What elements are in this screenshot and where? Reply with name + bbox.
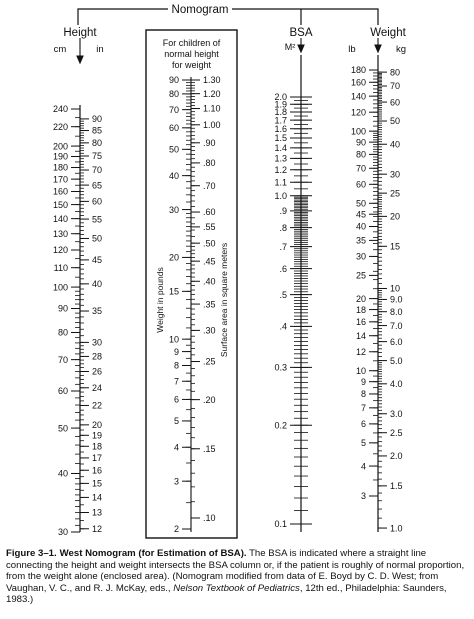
- weight-lb-tick-label: 50: [355, 198, 366, 209]
- height-cm-tick-label: 70: [57, 354, 68, 365]
- bsa-tick-label: 1.3: [274, 153, 287, 164]
- height-cm-tick-label: 190: [52, 151, 68, 162]
- height-in-tick-label: 85: [92, 125, 103, 136]
- height-in-tick-label: 13: [92, 507, 103, 518]
- height-in-tick-label: 50: [92, 233, 103, 244]
- m2-unit: M²: [284, 42, 296, 52]
- bsa-tick-label: .6: [279, 263, 287, 274]
- height-cm-tick-label: 90: [57, 303, 68, 314]
- box-title-line-1: For children of: [162, 38, 221, 48]
- weight-lb-tick-label: 80: [355, 149, 366, 160]
- bsa-label: BSA: [289, 27, 313, 39]
- weight-kg-tick-label: 3.0: [390, 408, 403, 419]
- height-in-tick-label: 20: [92, 420, 103, 431]
- height-in-tick-label: 22: [92, 400, 103, 411]
- height-in-tick-label: 45: [92, 255, 103, 266]
- bsa-tick-label: 1.7: [274, 115, 287, 126]
- box-title-line-2: normal height: [164, 49, 219, 59]
- height-cm-tick-label: 40: [57, 468, 68, 479]
- height-cm-tick-label: 80: [57, 327, 68, 338]
- weight-in-pounds-label: Weight in pounds: [155, 267, 165, 333]
- bsa-tick-label: .7: [279, 241, 287, 252]
- box-area-tick-label: .20: [203, 394, 216, 405]
- height-cm-tick-label: 130: [52, 228, 68, 239]
- bsa-tick-label: 1.1: [274, 177, 287, 188]
- box-area-tick-label: 1.30: [203, 75, 221, 86]
- weight-kg-tick-label: 8.0: [390, 306, 403, 317]
- cm-unit: cm: [53, 44, 67, 55]
- box-weight-tick-label: 50: [168, 144, 179, 155]
- box-area-tick-label: .45: [203, 256, 216, 267]
- caption-body-2: , 12th ed., Philadelphia: Saunders, 1983.): [6, 582, 447, 606]
- header-arrows: [77, 38, 381, 63]
- weight-lb-tick-label: 20: [355, 293, 366, 304]
- weight-kg-tick-label: 70: [390, 81, 401, 92]
- height-in-tick-label: 60: [92, 196, 103, 207]
- weight-lb-tick-label: 30: [355, 251, 366, 262]
- caption-book-title: Nelson Textbook of Pediatrics: [173, 582, 300, 594]
- height-in-tick-label: 18: [92, 441, 103, 452]
- box-area-tick-label: .55: [203, 222, 216, 233]
- box-area-tick-label: 1.10: [203, 103, 221, 114]
- box-weight-tick-label: 15: [168, 286, 179, 297]
- caption-title: West Nomogram (for Estimation of BSA).: [59, 548, 247, 559]
- box-area-tick-label: .90: [203, 137, 216, 148]
- height-in-tick-label: 15: [92, 478, 103, 489]
- bsa-tick-label: 1.6: [274, 124, 287, 135]
- box-weight-tick-label: 70: [168, 104, 179, 115]
- nomogram-label: Nomogram: [171, 4, 229, 16]
- height-in-tick-label: 70: [92, 165, 103, 176]
- height-cm-tick-label: 100: [52, 282, 68, 293]
- height-in-tick-label: 80: [92, 138, 103, 149]
- height-in-tick-label: 24: [92, 382, 103, 393]
- weight-lb-tick-label: 140: [350, 91, 366, 102]
- weight-lb-tick-label: 180: [350, 65, 366, 76]
- weight-kg-tick-label: 80: [390, 67, 401, 78]
- in-unit: in: [96, 44, 104, 55]
- weight-kg-tick-label: 15: [390, 241, 401, 252]
- bsa-tick-label: .8: [279, 222, 287, 233]
- box-weight-tick-label: 20: [168, 252, 179, 263]
- height-in-tick-label: 75: [92, 151, 103, 162]
- weight-kg-tick-label: 1.0: [390, 523, 403, 534]
- weight-lb-tick-label: 70: [355, 163, 366, 174]
- height-cm-tick-label: 150: [52, 199, 68, 210]
- height-in-tick-label: 40: [92, 279, 103, 290]
- height-in-tick-label: 30: [92, 337, 103, 348]
- box-area-tick-label: 1.20: [203, 88, 221, 99]
- box-weight-tick-label: 10: [168, 334, 179, 345]
- bsa-tick-label: .5: [279, 289, 287, 300]
- box-weight-tick-label: 3: [173, 476, 179, 487]
- weight-lb-tick-label: 25: [355, 270, 366, 281]
- weight-lb-tick-label: 120: [350, 107, 366, 118]
- bsa-tick-label: 1.5: [274, 133, 287, 144]
- weight-lb-tick-label: 16: [355, 317, 366, 328]
- box-weight-tick-label: 30: [168, 204, 179, 215]
- box-weight-tick-label: 4: [173, 442, 179, 453]
- bsa-tick-label: 1.8: [274, 107, 287, 118]
- weight-label: Weight: [370, 27, 406, 39]
- box-area-tick-label: .15: [203, 443, 216, 454]
- box-title-line-3: for weight: [171, 60, 212, 70]
- bsa-tick-label: 1.0: [274, 190, 287, 201]
- weight-kg-tick-label: 50: [390, 116, 401, 127]
- weight-lb-tick-label: 3: [360, 491, 366, 502]
- height-in-tick-label: 12: [92, 523, 103, 534]
- bsa-tick-label: .9: [279, 206, 287, 217]
- box-weight-tick-label: 8: [173, 360, 179, 371]
- weight-kg-tick-label: 6.0: [390, 336, 403, 347]
- height-cm-tick-label: 50: [57, 423, 68, 434]
- weight-kg-tick-label: 25: [390, 188, 401, 199]
- surface-area-label: Surface area in square meters: [219, 242, 229, 358]
- height-in-tick-label: 16: [92, 465, 103, 476]
- height-cm-tick-label: 180: [52, 162, 68, 173]
- bsa-tick-label: 1.2: [274, 165, 287, 176]
- weight-kg-tick-label: 2.5: [390, 427, 403, 438]
- height-in-tick-label: 65: [92, 180, 103, 191]
- bsa-tick-label: 2.0: [274, 92, 287, 103]
- weight-lb-tick-label: 18: [355, 304, 366, 315]
- weight-lb-tick-label: 12: [355, 346, 366, 357]
- weight-lb-tick-label: 60: [355, 179, 366, 190]
- weight-lb-tick-label: 5: [360, 438, 366, 449]
- box-weight-tick-label: 60: [168, 123, 179, 134]
- bsa-tick-label: 0.1: [274, 519, 287, 530]
- figure-caption: [6, 548, 468, 606]
- box-weight-tick-label: 40: [168, 170, 179, 181]
- box-weight-tick-label: 6: [173, 394, 179, 405]
- weight-kg-tick-label: 9.0: [390, 294, 403, 305]
- weight-lb-tick-label: 6: [360, 419, 366, 430]
- height-cm-tick-label: 110: [53, 262, 68, 273]
- weight-lb-tick-label: 10: [355, 365, 366, 376]
- box-area-tick-label: .80: [203, 158, 216, 169]
- height-in-tick-label: 55: [92, 214, 103, 225]
- box-area-tick-label: .60: [203, 207, 216, 218]
- box-area-tick-label: .70: [203, 180, 216, 191]
- bsa-tick-label: .4: [279, 321, 287, 332]
- height-cm-tick-label: 30: [57, 527, 68, 538]
- height-cm-tick-label: 170: [52, 174, 68, 185]
- weight-kg-tick-label: 5.0: [390, 355, 403, 366]
- box-weight-tick-label: 9: [173, 346, 179, 357]
- weight-lb-tick-label: 9: [360, 376, 366, 387]
- box-weight-tick-label: 5: [173, 416, 179, 427]
- bsa-tick-label: 1.9: [274, 99, 287, 110]
- box-area-tick-label: .35: [203, 299, 216, 310]
- caption-figure-number: Figure 3–1.: [6, 548, 57, 559]
- weight-lb-tick-label: 40: [355, 221, 366, 232]
- box-area-tick-label: .10: [203, 513, 216, 524]
- weight-kg-tick-label: 2.0: [390, 451, 403, 462]
- weight-kg-tick-label: 30: [390, 169, 401, 180]
- weight-kg-tick-label: 10: [390, 283, 401, 294]
- weight-lb-tick-label: 90: [355, 137, 366, 148]
- box-area-tick-label: 1.00: [203, 120, 221, 131]
- height-cm-tick-label: 160: [52, 186, 68, 197]
- height-in-tick-label: 14: [92, 492, 103, 503]
- lb-unit: lb: [348, 44, 356, 55]
- bsa-tick-label: 0.2: [274, 420, 287, 431]
- height-cm-tick-label: 240: [52, 104, 68, 115]
- height-in-tick-label: 90: [92, 114, 103, 125]
- box-area-tick-label: .25: [203, 356, 216, 367]
- height-label: Height: [63, 27, 97, 39]
- box-weight-tick-label: 7: [173, 376, 179, 387]
- weight-lb-tick-label: 4: [360, 461, 366, 472]
- weight-kg-tick-label: 1.5: [390, 481, 403, 492]
- weight-lb-tick-label: 14: [355, 330, 366, 341]
- height-in-tick-label: 26: [92, 366, 103, 377]
- height-in-tick-label: 17: [92, 453, 103, 464]
- height-in-tick-label: 35: [92, 306, 103, 317]
- weight-kg-tick-label: 40: [390, 139, 401, 150]
- weight-lb-tick-label: 160: [350, 77, 366, 88]
- height-in-tick-label: 28: [92, 351, 103, 362]
- height-cm-tick-label: 220: [52, 121, 68, 132]
- weight-lb-tick-label: 7: [360, 403, 366, 414]
- height-cm-tick-label: 60: [57, 386, 68, 397]
- weight-kg-tick-label: 60: [390, 97, 401, 108]
- weight-kg-tick-label: 7.0: [390, 320, 403, 331]
- height-cm-tick-label: 120: [52, 245, 68, 256]
- height-in-tick-label: 19: [92, 430, 103, 441]
- weight-lb-tick-label: 35: [355, 235, 366, 246]
- bsa-tick-label: 0.3: [274, 362, 287, 373]
- box-weight-tick-label: 90: [168, 75, 179, 86]
- box-weight-tick-label: 80: [168, 89, 179, 100]
- weight-kg-tick-label: 4.0: [390, 379, 403, 390]
- box-area-tick-label: .30: [203, 325, 216, 336]
- box-area-tick-label: .50: [203, 238, 216, 249]
- weight-lb-tick-label: 8: [360, 389, 366, 400]
- caption-body-1: The BSA is indicated where a straight line connecting the height and weight intersects the BSA column or, if the patient is roughly of normal proportion, from the weight alone (enclosed area). (Nomogram modified from data of E. Boyd by C. D. West; from Vaughan, V. C., and R. J. McKay, eds.,: [6, 548, 465, 594]
- weight-lb-tick-label: 100: [350, 126, 366, 137]
- box-area-tick-label: .40: [203, 276, 216, 287]
- height-cm-tick-label: 140: [52, 213, 68, 224]
- box-weight-tick-label: 2: [173, 524, 179, 535]
- weight-kg-tick-label: 20: [390, 211, 401, 222]
- bsa-tick-label: 1.4: [274, 143, 287, 154]
- height-cm-tick-label: 200: [52, 141, 68, 152]
- kg-unit: kg: [395, 44, 407, 55]
- weight-lb-tick-label: 45: [355, 209, 366, 220]
